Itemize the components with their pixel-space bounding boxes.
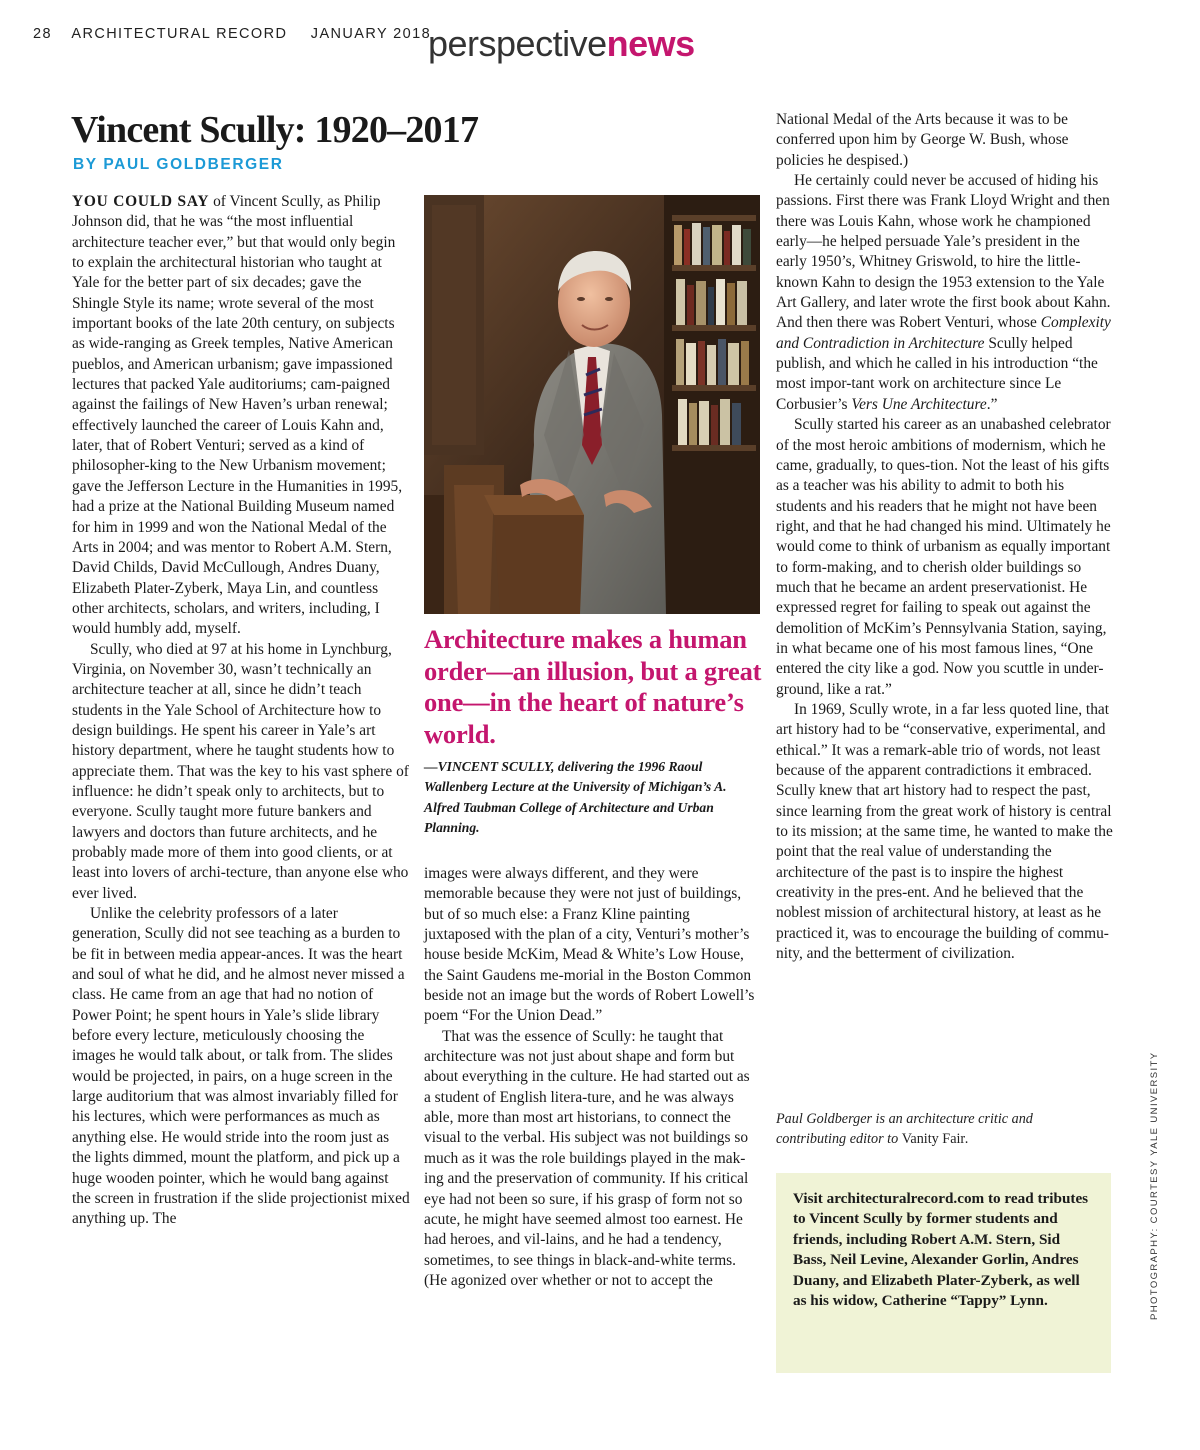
- photo-credit: PHOTOGRAPHY: COURTESY YALE UNIVERSITY: [1149, 1051, 1160, 1320]
- issue-date: JANUARY 2018: [310, 26, 432, 42]
- magazine-name: ARCHITECTURAL RECORD: [71, 26, 288, 42]
- paragraph-text: He certainly could never be accused of hiding his passions. First there was Frank Lloyd Wright and then there was Louis Kahn, whose work he championed early—he helped persuade Yale’s president in the early 1950’s, Whitney Griswold, to hire the little-known Kahn to design the 1953 extension to the Yale Art Gallery, and later wrote the first book about Kahn. And then there was Robert Venturi, whose: [776, 172, 1111, 332]
- article-byline: BY PAUL GOLDBERGER: [73, 156, 284, 173]
- article-headline: Vincent Scully: 1920–2017: [71, 109, 479, 151]
- paragraph: Unlike the celebrity professors of a later generation, Scully did not see teaching as a burden to be fit in between media appear-ances. It was the heart and soul of what he did, and he almost never missed a class. He came from an age that had no notion of Power Point; he spent hours in Yale’s slide library before every lecture, meticulously choosing the images he would talk about, or talk from. The slides would be projected, in pairs, on a huge screen in the large auditorium that was almost invariably filled for his lectures, which were performances as much as anything else. He would stride into the room just as the lights dimmed, mount the platform, and pick up a huge wooden pointer, which he would bang against the screen in frustration if the slide projectionist mixed anything up. The: [72, 905, 410, 1228]
- paragraph: images were always different, and they were memorable because they were not just of buildings, but of so much else: a Franz Kline painting juxtaposed with the plan of a city, Venturi’s mother’s house beside McKim, Mead & White’s Low House, the Saint Gaudens me-morial in the Boston Common beside not an image but the words of Robert Lowell’s poem “For the Union Dead.”: [424, 865, 755, 1025]
- section-flag: [428, 22, 695, 66]
- paragraph-text: of Vincent Scully, as Philip Johnson did, that he was “the most influential architecture teacher ever,” but that would only begin to explain the architectural historian who taught at Yale for the better part of six decades; gave the Shingle Style its name; wrote several of the most important books of the late 20th century, on subjects as wide-ranging as Greek temples, Native American pueblos, and American urbanism; gave impassioned lectures that packed Yale auditoriums; cam-paigned against the failings of New Haven’s urban renewal; effectively launched the career of Louis Kahn and, later, that of Robert Venturi; served as a kind of philosopher-king to the New Urbanism movement; gave the Jefferson Lecture in the Humanities in 1995, had a prize at the National Building Museum named for him in 1999 and won the National Medal of the Arts in 2004; and was mentor to Robert A.M. Stern, David Childs, David McCullough, Andres Duany, Elizabeth Plater-Zyberk, Maya Lin, and countless other architects, scholars, and writers, including, I would humbly add, myself.: [72, 193, 403, 638]
- paragraph: [776, 171, 1114, 415]
- paragraph: In 1969, Scully wrote, in a far less quoted line, that art history had to be “conservative, experimental, and ethical.” It was a remark-able trio of words, not least because of the apparent contradictions it embraced. Scully knew that art history had to respect the past, since learning from the great work of history is central to its mission; at the same time, he wanted to make the point that the real value of understanding the architecture of the past is to inspire the highest creativity in the pres-ent. And he believed that the noblest mission of architectural history, at least as he practiced it, was to encourage the building of commu-nity, and the betterment of civilization.: [776, 700, 1113, 963]
- body-column-1: [72, 192, 410, 1230]
- section-flag-bold: news: [606, 23, 695, 64]
- page-folio: [33, 26, 431, 42]
- author-bio-end: .: [965, 1131, 969, 1148]
- pull-quote-attribution: —VINCENT SCULLY, delivering the 1996 Raoul Wallenberg Lecture at the University of Michigan’s A. Alfred Taubman College of Architecture and Urban Planning.: [424, 759, 727, 836]
- pull-quote: Architecture makes a human order—an illusion, but a great one—in the heart of nature’s world.: [424, 624, 762, 749]
- paragraph-text: .”: [986, 395, 998, 413]
- paragraph: [72, 192, 410, 640]
- paragraph: Scully, who died at 97 at his home in Lynchburg, Virginia, on November 30, wasn’t technically an architecture teacher at all, since he didn’t teach students in the Yale School of Architecture how to design buildings. He spent his career in Yale’s art history department, where he taught students how to appreciate them. That was the key to his vast sphere of influence: he didn’t speak only to architects, but to everyone. Scully taught more future bankers and lawyers and doctors than future architects, and he probably made more of them into good clients, or at least into lovers of archi-tecture, than anyone else who ever lived.: [72, 640, 409, 902]
- book-title: Complexity and Contradiction in Architecture: [776, 314, 1111, 352]
- lead-in: YOU COULD SAY: [72, 193, 210, 210]
- author-bio-text: Paul Goldberger is an architecture critic and contributing editor to: [776, 1111, 1033, 1148]
- publication-name: Vanity Fair: [901, 1131, 966, 1148]
- page-number: 28: [33, 26, 52, 42]
- paragraph: National Medal of the Arts because it was to be conferred upon him by George W. Bush, whose policies he despised.): [776, 111, 1069, 169]
- sidebar-text: Visit architecturalrecord.com to read tributes to Vincent Scully by former students and friends, including Robert A.M. Stern, Sid Bass, Neil Levine, Alexander Gorlin, Andres Duany, and Elizabeth Plater-Zyberk, as well as his widow, Catherine “Tappy” Lynn.: [793, 1190, 1089, 1310]
- body-column-3: [776, 110, 1114, 964]
- body-column-2: [424, 864, 760, 1291]
- paragraph: Scully started his career as an unabashed celebrator of the most heroic ambitions of modernism, which he came, gradually, to ques-tion. Not the least of his gifts as a teacher was his ability to admit to both his students and his readers that he might not have been right, and that he had changed his mind. Ultimately he would come to think of urbanism as equally important to form-making, and to cherish older buildings so much that he became an ardent preservationist. He expressed regret for failing to speak out against the demolition of McKim’s Pennsylvania Station, saying, in what became one of his most famous lines, “One entered the city like a god. Now you scuttle in under-ground, like a rat.”: [776, 416, 1111, 698]
- portrait-photo: [424, 195, 760, 614]
- tributes-sidebar: [776, 1173, 1111, 1373]
- book-title: Vers Une Architecture: [851, 395, 987, 413]
- paragraph-text: Scully helped publish, and which he called in his introduction “the most impor-tant work on architecture since Le Corbusier’s: [776, 334, 1098, 413]
- section-flag-light: perspective: [428, 23, 607, 64]
- author-bio: [776, 1109, 1106, 1150]
- paragraph: That was the essence of Scully: he taught that architecture was not just about shape and form but about everything in the culture. He had started out as a student of English litera-ture, and he was always able, more than most art historians, to connect the visual to the verbal. His subject was not buildings so much as it was the role buildings played in the mak-ing and the preservation of community. If his critical eye had not been so sure, if his grasp of form not so acute, he might have seemed almost too earnest. He had heroes, and vil-lains, and he had a tendency, sometimes, to see things in black-and-white terms. (He agonized over whether or not to accept the: [424, 1027, 750, 1289]
